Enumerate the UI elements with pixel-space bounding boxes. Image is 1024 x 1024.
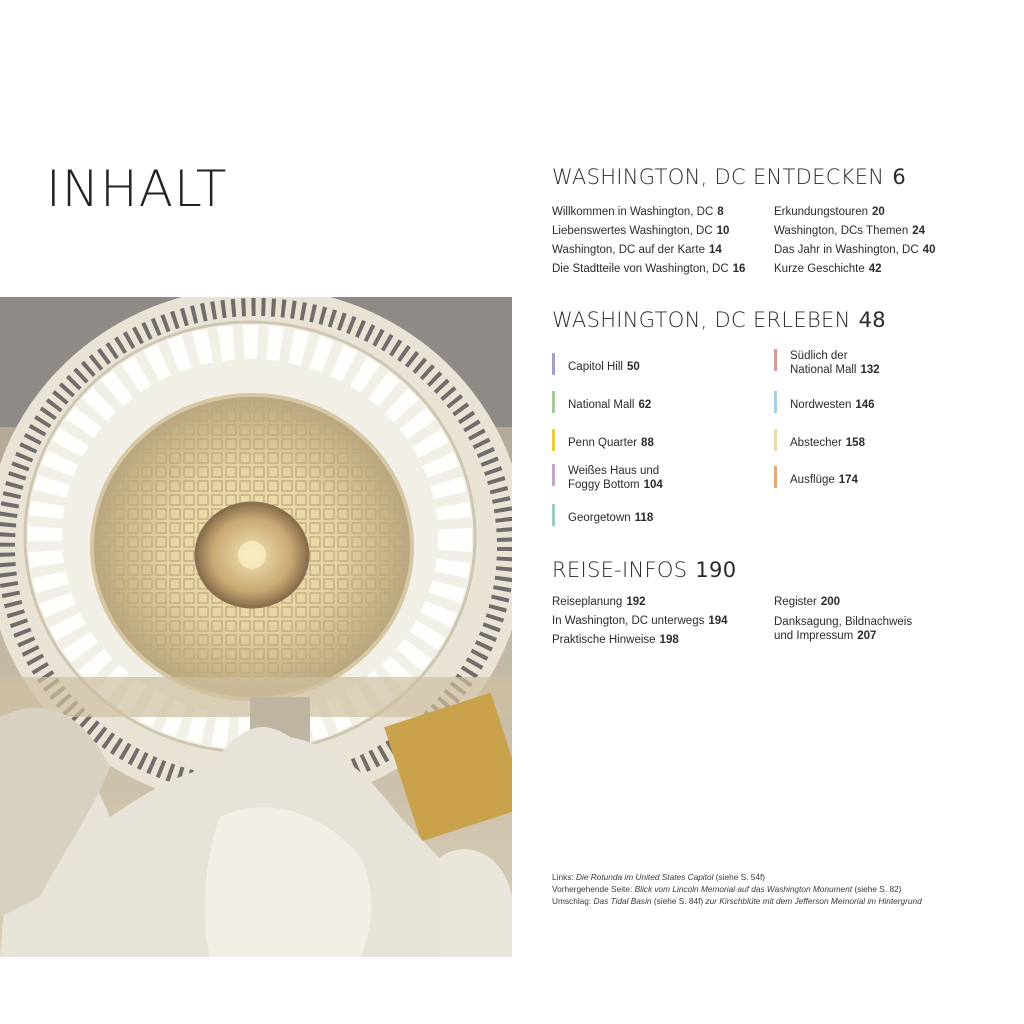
entry-page: 207 xyxy=(857,630,877,642)
caption-line: Vorhergehende Seite: Blick vom Lincoln Memorial auf das Washington Monument (siehe S. 82) xyxy=(552,884,902,894)
chapter-page: 146 xyxy=(855,399,875,411)
chapter-georgetown[interactable] xyxy=(552,501,653,535)
toc-entry[interactable] xyxy=(774,615,912,643)
discover-left-list xyxy=(552,203,745,279)
section-page: 48 xyxy=(858,308,886,332)
chapter-color-bar xyxy=(552,391,555,413)
entry-page: 10 xyxy=(716,225,730,237)
entry-label: Reiseplanung xyxy=(552,596,623,608)
entry-page: 42 xyxy=(868,263,882,275)
entry-label: Danksagung, Bildnachweis und Impressum xyxy=(774,616,913,642)
photo-captions xyxy=(552,871,922,907)
chapter-south-mall[interactable] xyxy=(774,346,880,380)
section-title: REISE-INFOS xyxy=(552,558,688,582)
entry-label: Die Stadtteile von Washington, DC xyxy=(552,263,729,275)
entry-label: Kurze Geschichte xyxy=(774,263,865,275)
toc-entry[interactable] xyxy=(774,241,935,260)
entry-label: Register xyxy=(774,596,817,608)
entry-label: In Washington, DC unterwegs xyxy=(552,615,705,627)
toc-entry[interactable] xyxy=(552,631,728,650)
entry-label: Erkundungstouren xyxy=(774,206,868,218)
rotunda-photo xyxy=(0,297,512,957)
chapter-page: 50 xyxy=(626,361,640,373)
entry-page: 24 xyxy=(912,225,926,237)
chapter-page: 118 xyxy=(634,512,654,524)
toc-entry[interactable] xyxy=(774,222,935,241)
entry-label: Praktische Hinweise xyxy=(552,634,656,646)
chapter-label: Capitol Hill xyxy=(568,361,623,373)
chapter-label: Südlich der National Mall xyxy=(790,350,857,376)
entry-page: 8 xyxy=(717,206,724,218)
chapter-national-mall[interactable] xyxy=(552,388,651,422)
section-heading-discover xyxy=(552,165,906,189)
chapter-color-bar xyxy=(552,429,555,451)
entry-page: 40 xyxy=(922,244,936,256)
toc-entry[interactable] xyxy=(552,222,745,241)
chapter-page: 132 xyxy=(860,364,880,376)
chapter-color-bar xyxy=(774,349,777,371)
chapter-color-bar xyxy=(774,466,777,488)
chapter-label: Penn Quarter xyxy=(568,437,638,449)
chapter-label: Weißes Haus und Foggy Bottom xyxy=(568,465,660,491)
travel-right-list xyxy=(774,593,912,643)
chapter-northwest[interactable] xyxy=(774,388,875,422)
section-title: WASHINGTON, DC ENTDECKEN xyxy=(552,165,885,189)
toc-entry[interactable] xyxy=(552,203,745,222)
entry-label: Washington, DCs Themen xyxy=(774,225,909,237)
section-page: 190 xyxy=(695,558,737,582)
chapter-excursions-near[interactable] xyxy=(774,426,865,460)
entry-page: 20 xyxy=(871,206,885,218)
chapter-label: Ausflüge xyxy=(790,474,835,486)
caption-line: Umschlag: Das Tidal Basin (siehe S. 84f) zur Kirschblüte mit dem Jefferson Memorial im Hintergrund xyxy=(552,896,922,906)
toc-entry[interactable] xyxy=(774,260,935,279)
chapter-label: Nordwesten xyxy=(790,399,852,411)
chapter-label: Georgetown xyxy=(568,512,631,524)
toc-entry[interactable] xyxy=(552,260,745,279)
chapter-page: 104 xyxy=(643,479,663,491)
entry-page: 192 xyxy=(626,596,646,608)
chapter-page: 62 xyxy=(638,399,652,411)
entry-label: Willkommen in Washington, DC xyxy=(552,206,714,218)
toc-entry[interactable] xyxy=(552,612,728,631)
entry-page: 16 xyxy=(732,263,746,275)
chapter-page: 158 xyxy=(845,437,865,449)
section-title: WASHINGTON, DC ERLEBEN xyxy=(552,308,851,332)
entry-page: 194 xyxy=(708,615,728,627)
entry-label: Das Jahr in Washington, DC xyxy=(774,244,919,256)
toc-entry[interactable] xyxy=(774,203,935,222)
chapter-color-bar xyxy=(552,464,555,486)
toc-entry[interactable] xyxy=(552,593,728,612)
chapter-capitol-hill[interactable] xyxy=(552,350,640,384)
chapter-page: 88 xyxy=(641,437,654,449)
caption-line: Links: Die Rotunda im United States Capitol (siehe S. 54f) xyxy=(552,872,766,882)
discover-right-list xyxy=(774,203,935,279)
chapter-day-trips[interactable] xyxy=(774,463,858,497)
chapter-page: 174 xyxy=(838,474,858,486)
toc-entry[interactable] xyxy=(774,593,912,612)
chapter-penn-quarter[interactable] xyxy=(552,426,654,460)
chapter-white-house[interactable] xyxy=(552,461,663,495)
rotunda-illustration xyxy=(0,297,512,957)
chapter-color-bar xyxy=(774,429,777,451)
entry-page: 200 xyxy=(820,596,841,608)
chapter-label: Abstecher xyxy=(790,437,842,449)
chapter-color-bar xyxy=(552,504,555,526)
chapter-color-bar xyxy=(774,391,777,413)
section-heading-experience xyxy=(552,308,886,332)
entry-label: Washington, DC auf der Karte xyxy=(552,244,705,256)
chapter-color-bar xyxy=(552,353,555,375)
toc-entry[interactable] xyxy=(552,241,745,260)
entry-page: 198 xyxy=(659,634,679,646)
travel-left-list xyxy=(552,593,728,650)
entry-label: Liebenswertes Washington, DC xyxy=(552,225,713,237)
page-title: INHALT xyxy=(46,160,228,218)
section-page: 6 xyxy=(892,165,906,189)
chapter-label: National Mall xyxy=(568,399,635,411)
section-heading-travel xyxy=(552,558,736,582)
entry-page: 14 xyxy=(708,244,722,256)
